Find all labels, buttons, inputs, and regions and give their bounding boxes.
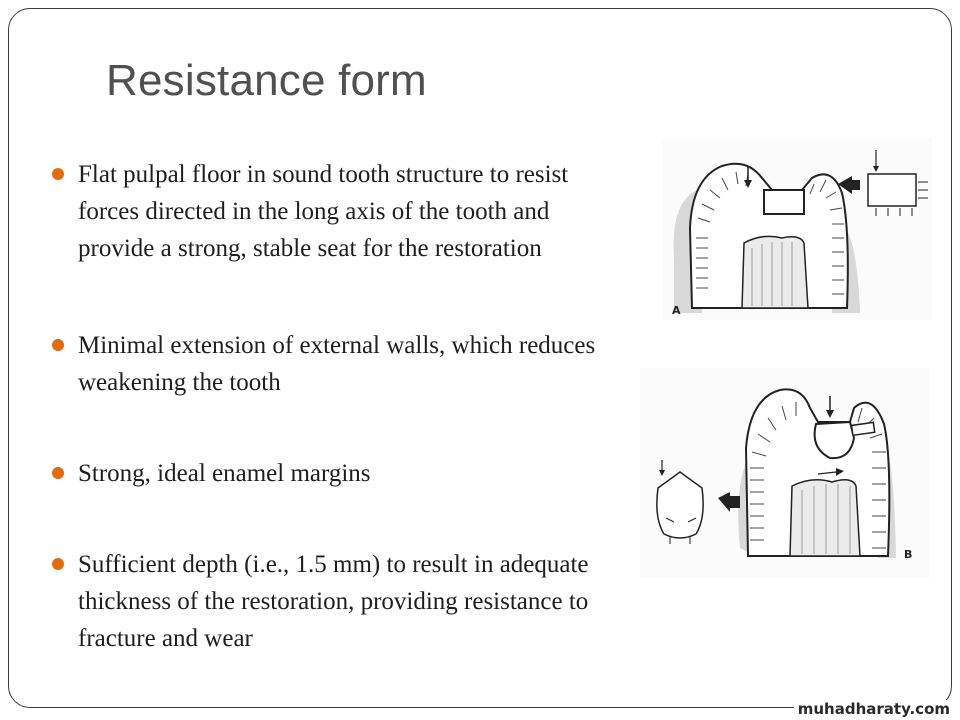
bullet-list <box>50 156 630 657</box>
bullet-item <box>50 327 630 401</box>
tooth-diagram-a-svg <box>662 138 932 320</box>
bullet-item <box>50 156 630 267</box>
figure-a-label: A <box>672 304 681 317</box>
figure-b-label: B <box>904 548 913 561</box>
bullet-dot-icon <box>52 558 64 570</box>
tooth-diagram-b-svg <box>640 368 930 578</box>
bullet-text: Strong, ideal enamel margins <box>78 460 371 487</box>
bullet-text: Sufficient depth (i.e., 1.5 mm) to result in adequate thickness of the restoration, providing resistance to fracture and wear <box>78 551 589 652</box>
bullet-text: Minimal extension of external walls, which reduces weakening the tooth <box>78 332 596 396</box>
watermark: muhadharaty.com <box>794 700 954 718</box>
tooth-diagram-a <box>662 138 932 320</box>
tooth-diagram-b <box>640 368 930 578</box>
bullet-item <box>50 546 630 657</box>
bullet-dot-icon <box>52 339 64 351</box>
bullet-item <box>50 455 630 492</box>
bullet-text: Flat pulpal floor in sound tooth structure to resist forces directed in the long axis of the tooth and provide a strong, stable seat for the restoration <box>78 161 569 262</box>
bullet-dot-icon <box>52 467 64 479</box>
slide-title: Resistance form <box>106 56 427 105</box>
bullet-dot-icon <box>52 168 64 180</box>
